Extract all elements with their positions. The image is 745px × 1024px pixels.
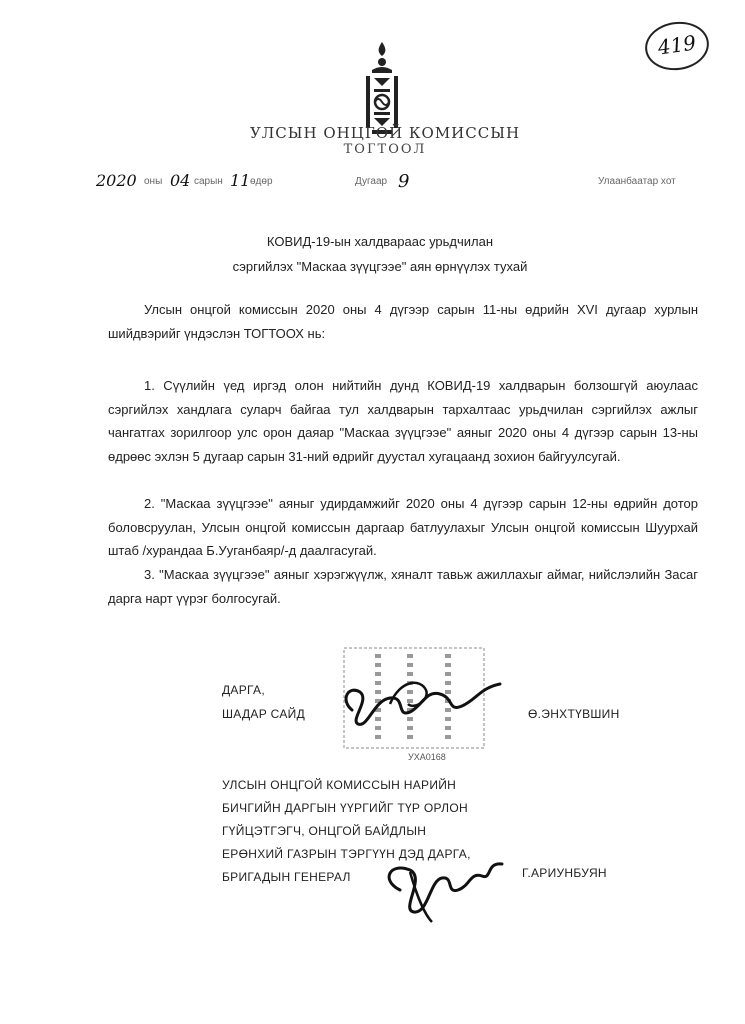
page-number-mark (642, 18, 712, 74)
document-type: ТОГТООЛ (343, 142, 427, 157)
signer-1-title-line1: ДАРГА, (222, 683, 265, 697)
signer-2-name: Г.АРИУНБУЯН (522, 866, 607, 880)
signer-2-title-line5: БРИГАДЫН ГЕНЕРАЛ (222, 870, 351, 884)
doc-title-line2: сэргийлэх "Маскаа зүүцгээе" аян өрнүүлэх тухай (232, 259, 528, 274)
page-number: 419 (656, 30, 698, 60)
org-title: УЛСЫН ОНЦГОЙ КОМИССЫН (249, 124, 521, 142)
item-2: 2. "Маскаа зүүцгээе" аяныг удирдамжийг 2020 оны 4 дүгээр сарын 12-ны өдрийн дотор боловсруулан, Улсын онцгой комиссын даргаар батлуулахыг Улсын онцгой комиссын Шуурхай штаб /хурандаа Б.Ууганбаяр/-д даалгасугай. (108, 496, 698, 558)
signer-1-name: Ө.ЭНХТҮВШИН (528, 707, 620, 721)
signer-2-title-line1: УЛСЫН ОНЦГОЙ КОМИССЫН НАРИЙН (222, 778, 457, 792)
signature-2-icon (370, 850, 520, 930)
signer-2-title-line2: БИЧГИЙН ДАРГЫН ҮҮРГИЙГ ТҮР ОРЛОН (222, 801, 468, 815)
item-1: 1. Сүүлийн үед иргэд олон нийтийн дунд КОВИД-19 халдварын болзошгүй аюулаас сэргийлэх хандлага суларч байгаа тул халдварын тархалтаас урьдчилан сэргийлэх ажлыг чангатгах зорилгоор улс орон даяар "Маскаа зүүцгээе" аяныг 2020 оны 4 дүгээр сарын 13-ны өдрөөс эхлэн 5 дугаар сарын 31-ний өдрийг дуустал хугацаанд зохион байгуулсугай. (108, 378, 698, 464)
date-year-label: оны (144, 176, 163, 187)
date-day: 11 (230, 171, 251, 190)
date-day-label: өдөр (250, 176, 273, 187)
date-month-label: сарын (194, 176, 223, 187)
city-label: Улаанбаатар хот (598, 176, 676, 187)
preamble: Улсын онцгой комиссын 2020 оны 4 дүгээр сарын 11-ны өдрийн XVI дугаар хурлын шийдвэрийг үндэслэн ТОГТООХ нь: (108, 302, 698, 341)
date-year: 2020 (96, 171, 137, 190)
item-3: 3. "Маскаа зүүцгээе" аяныг хэрэгжүүлж, хяналт тавьж ажиллахыг аймаг, нийслэлийн Засаг дарга нарт үүрэг болгосугай. (108, 567, 698, 606)
doc-title-line1: КОВИД-19-ын халдвараас урьдчилан (266, 234, 494, 249)
signature-1-icon (330, 660, 520, 740)
document-number: 9 (398, 171, 410, 192)
signer-2-title-line3: ГҮЙЦЭТГЭГЧ, ОНЦГОЙ БАЙДЛЫН (222, 824, 427, 838)
stamp-code: УХА0168 (408, 752, 446, 762)
number-label: Дугаар (355, 176, 388, 187)
signer-2-title-line4: ЕРӨНХИЙ ГАЗРЫН ТЭРГҮҮН ДЭД ДАРГА, (222, 847, 471, 861)
signer-1-title-line2: ШАДАР САЙД (222, 707, 306, 721)
date-month: 04 (170, 171, 191, 190)
